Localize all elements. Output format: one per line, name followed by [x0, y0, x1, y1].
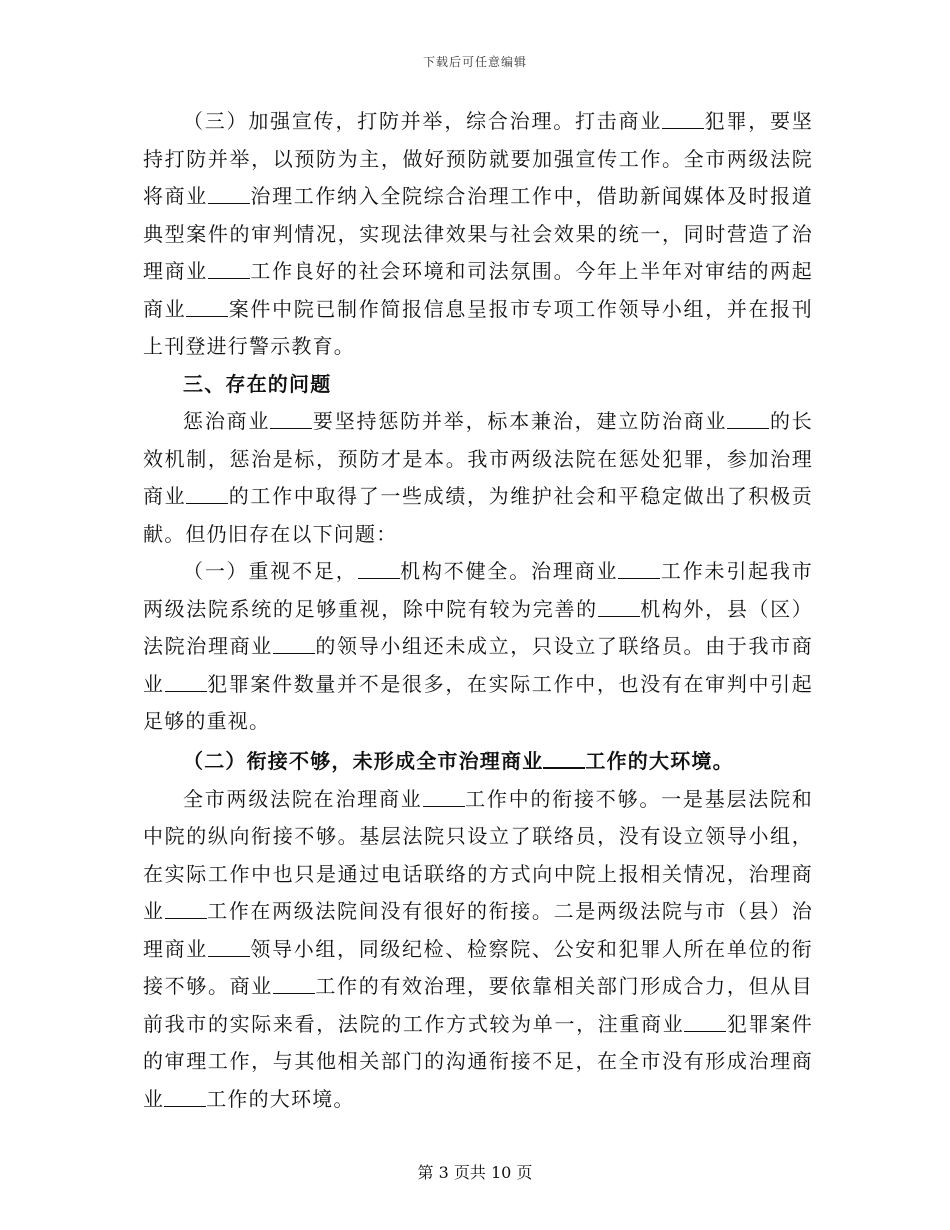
redacted-blank	[423, 786, 465, 807]
redacted-blank	[165, 898, 207, 919]
redacted-blank	[598, 596, 640, 617]
document-body	[143, 103, 813, 1118]
paragraph-publicity: （三）加强宣传，打防并举，综合治理。打击商业 犯罪，要坚持打防并举，以预防为主，做好预防就要加强宣传工作。全市两级法院将商业 治理工作纳入全院综合治理工作中，借助新闻媒体及时报道典型案件的审判情况，实现法律效果与社会效果的统一，同时营造了治理商业 工作良好的社会环境和司法氛围。今年上半年对审结的两起商业 案件中院已制作简报信息呈报市专项工作领导小组，并在报刊上刊登进行警示教育。	[143, 109, 813, 358]
redacted-blank	[186, 483, 228, 504]
paragraph-problem-two: 全市两级法院在治理商业 工作中的衔接不够。一是基层法院和中院的纵向衔接不够。基层法院只设立了联络员，没有设立领导小组，在实际工作中也只是通过电话联络的方式向中院上报相关情况，治理商业 工作在两级法院间没有很好的衔接。二是两级法院与市（县）治理商业 领导小组，同级纪检、检察院、公安和犯罪人所在单位的衔接不够。商业 工作的有效治理，要依靠相关部门形成合力，但从目前我市的实际来看，法院的工作方式较为单一，注重商业 犯罪案件的审理工作，与其他相关部门的沟通衔接不足，在全市没有形成治理商业 工作的大环境。	[143, 786, 814, 1111]
subheading-problem-two: （二）衔接不够，未形成全市治理商业 工作的大环境。	[183, 748, 734, 773]
redacted-blank	[543, 747, 585, 769]
redacted-blank	[618, 558, 660, 579]
redacted-blank	[684, 1011, 726, 1032]
redacted-blank	[273, 633, 315, 654]
redacted-blank	[186, 296, 228, 317]
paragraph-problems-intro: 惩治商业 要坚持惩防并举，标本兼治，建立防治商业 的长效机制，惩治是标，预防才是本。我市两级法院在惩处犯罪，参加治理商业 的工作中取得了一些成绩，为维护社会和平稳定做出了积极贡献。但仍旧存在以下问题：	[143, 409, 813, 546]
redacted-blank	[164, 1086, 206, 1107]
redacted-blank	[208, 258, 250, 279]
redacted-blank	[270, 408, 312, 429]
redacted-blank	[208, 936, 250, 957]
section-heading-problems: 三、存在的问题	[183, 371, 332, 396]
redacted-blank	[358, 558, 400, 579]
redacted-blank	[273, 973, 315, 994]
page-header: 下载后可任意编辑	[422, 55, 527, 69]
redacted-blank	[727, 408, 769, 429]
redacted-blank	[165, 671, 207, 692]
page-number: 第 3 页共 10 页	[417, 1163, 533, 1182]
redacted-blank	[662, 108, 704, 129]
paragraph-problem-one: （一）重视不足， 机构不健全。治理商业 工作未引起我市两级法院系统的足够重视，除中院有较为完善的 机构外，县（区）法院治理商业 的领导小组还未成立，只设立了联络员。由于我市商业 犯罪案件数量并不是很多，在实际工作中，也没有在审判中引起足够的重视。	[143, 559, 814, 733]
redacted-blank	[208, 183, 250, 204]
